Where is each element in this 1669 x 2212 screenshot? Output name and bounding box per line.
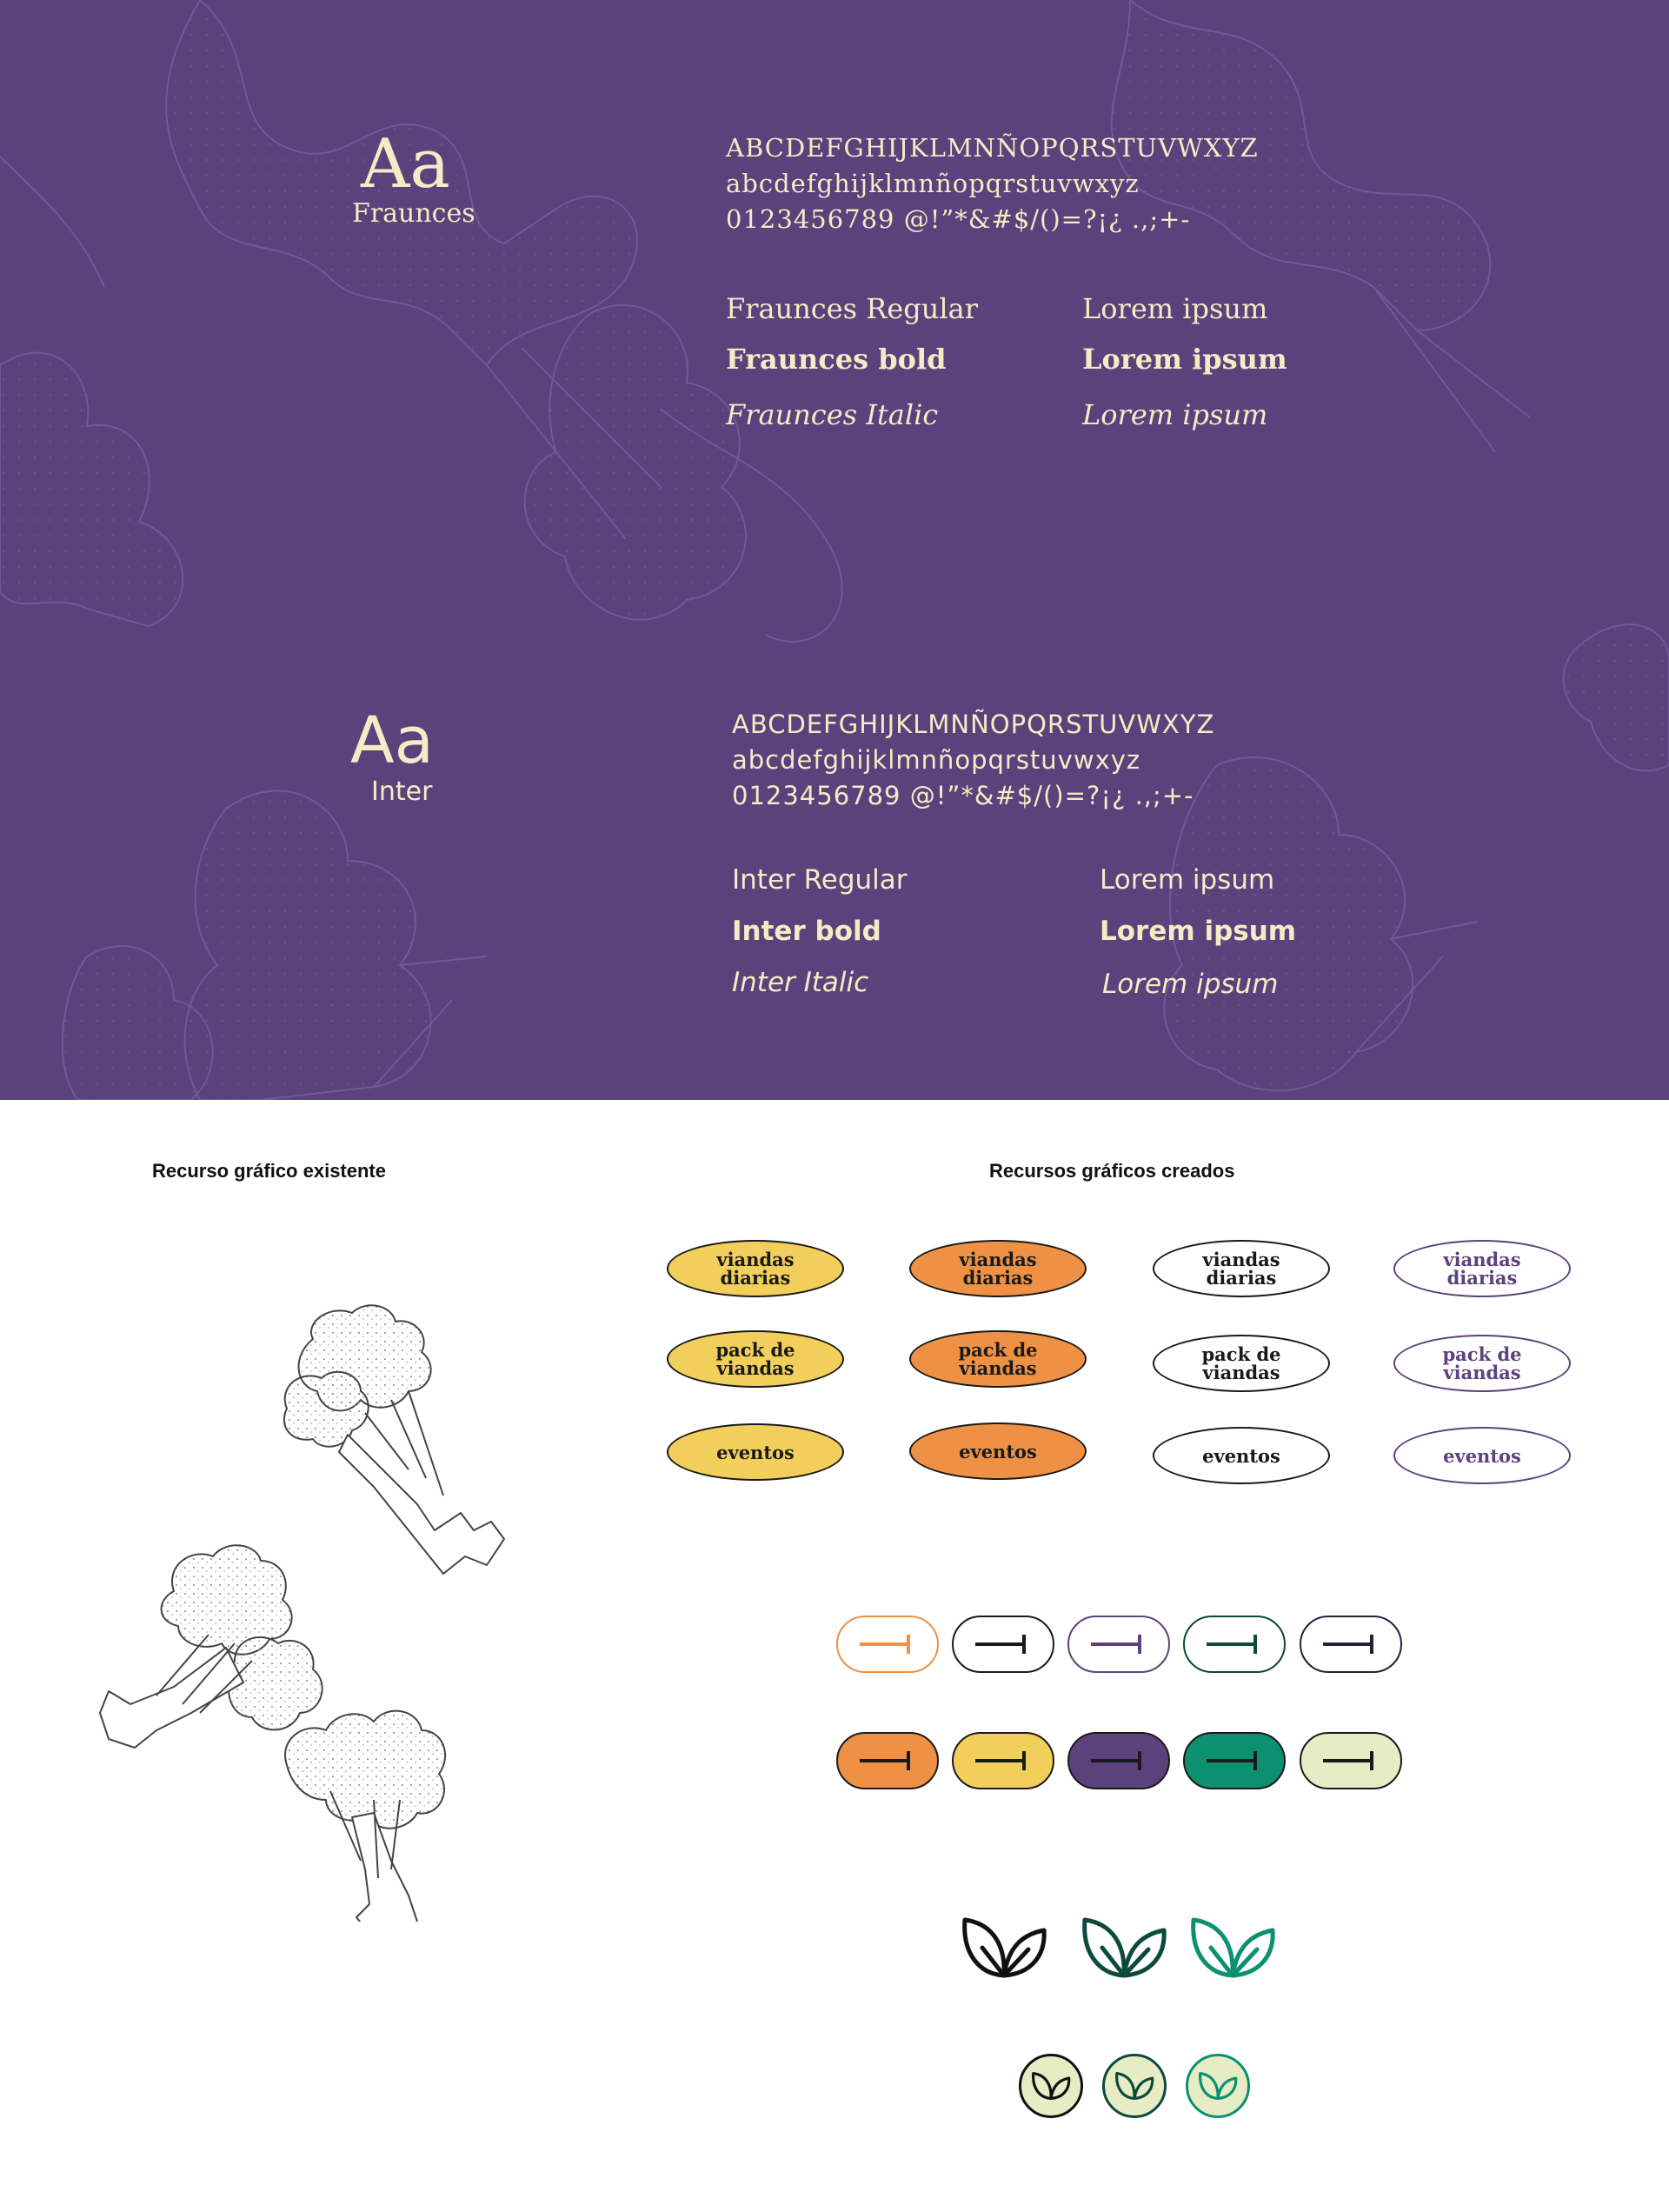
inter-uppercase: ABCDEFGHIJKLMNÑOPQRSTUVWXYZ	[732, 710, 1215, 739]
arrow-button-darkpurple-outline[interactable]	[1300, 1616, 1402, 1673]
fraunces-sample-glyph: Aa	[361, 125, 450, 203]
leaf-badge-dark-green	[1102, 2054, 1167, 2118]
pill-pack-de-viandas-yellow[interactable]	[667, 1330, 844, 1388]
pill-label-line1: pack de	[1442, 1343, 1522, 1365]
pill-pack-de-viandas-orange[interactable]	[909, 1330, 1087, 1388]
pill-label-line2: diarias	[720, 1267, 791, 1289]
pill-label: eventos	[959, 1440, 1037, 1462]
leaf-icon	[1114, 2070, 1154, 2102]
arrow-button-purple-outline[interactable]	[1067, 1616, 1170, 1673]
fraunces-bold-sample: Lorem ipsum	[1082, 343, 1287, 376]
fraunces-bold-name: Fraunces bold	[726, 343, 947, 376]
inter-regular-sample: Lorem ipsum	[1100, 864, 1275, 896]
arrow-right-icon	[1205, 1748, 1264, 1774]
pill-label: eventos	[716, 1441, 795, 1463]
pill-viandas-diarias-yellow[interactable]	[667, 1240, 844, 1297]
inter-italic-name: Inter Italic	[732, 967, 869, 998]
pill-label-line1: viandas	[1443, 1249, 1521, 1270]
arrow-button-orange-filled[interactable]	[836, 1732, 939, 1789]
arrow-button-dark-outline[interactable]	[952, 1616, 1054, 1673]
fraunces-italic-sample: Lorem ipsum	[1082, 398, 1268, 431]
arrow-right-icon	[974, 1631, 1033, 1657]
pill-label-line1: viandas	[1202, 1249, 1280, 1270]
pill-label-line2: viandas	[716, 1357, 795, 1379]
pill-label-line2: viandas	[1202, 1362, 1280, 1383]
typography-panel	[0, 0, 1669, 1100]
fraunces-uppercase: ABCDEFGHIJKLMNÑOPQRSTUVWXYZ	[726, 133, 1259, 163]
pill-label-line1: pack de	[958, 1339, 1038, 1361]
pill-eventos-orange[interactable]	[909, 1422, 1087, 1480]
leaf-badge-dark	[1019, 2054, 1083, 2118]
arrow-button-lightgreen-filled[interactable]	[1300, 1732, 1402, 1789]
inter-character-set	[732, 707, 1214, 814]
fraunces-character-set	[726, 130, 1259, 237]
inter-regular-name: Inter Regular	[732, 864, 908, 896]
inter-font-name: Inter	[371, 776, 433, 807]
existing-resource-heading: Recurso gráfico existente	[152, 1160, 386, 1182]
pill-pack-de-viandas-purple-outline[interactable]	[1393, 1335, 1571, 1392]
inter-italic-sample: Lorem ipsum	[1102, 969, 1279, 1000]
pill-eventos-yellow[interactable]	[667, 1423, 844, 1481]
fraunces-regular-sample: Lorem ipsum	[1082, 292, 1268, 325]
fraunces-regular-name: Fraunces Regular	[726, 292, 978, 325]
pill-viandas-diarias-purple-outline[interactable]	[1393, 1240, 1571, 1297]
pill-label-line1: pack de	[715, 1339, 795, 1361]
leaf-icon	[1081, 1913, 1167, 1982]
pill-label-line2: diarias	[1446, 1267, 1518, 1289]
pill-label-line2: viandas	[959, 1357, 1037, 1379]
leaf-icon	[1198, 2070, 1238, 2102]
inter-numbers-symbols: 0123456789 @!”*&#$/()=?¡¿ .,;+-	[732, 781, 1194, 810]
pill-label: eventos	[1202, 1444, 1280, 1467]
arrow-right-icon	[1089, 1748, 1148, 1774]
arrow-right-icon	[1205, 1631, 1264, 1657]
fraunces-italic-name: Fraunces Italic	[726, 398, 939, 431]
arrow-right-icon	[1089, 1631, 1148, 1657]
arrow-right-icon	[858, 1631, 917, 1657]
arrow-right-icon	[858, 1748, 917, 1774]
pill-viandas-diarias-outline[interactable]	[1153, 1240, 1330, 1297]
pill-label-line1: viandas	[959, 1249, 1037, 1270]
arrow-button-green-outline[interactable]	[1183, 1616, 1286, 1673]
leaf-icon	[961, 1913, 1047, 1982]
arrow-button-purple-filled[interactable]	[1067, 1732, 1170, 1789]
inter-sample-glyph: Aa	[350, 703, 434, 778]
inter-bold-name: Inter bold	[732, 916, 881, 947]
arrow-button-orange-outline[interactable]	[836, 1616, 939, 1673]
fraunces-lowercase: abcdefghijklmnñopqrstuvwxyz	[726, 169, 1140, 198]
fraunces-font-name: Fraunces	[352, 198, 475, 229]
leaf-icon	[1031, 2070, 1071, 2102]
arrow-right-icon	[1321, 1631, 1380, 1657]
pill-eventos-outline[interactable]	[1153, 1427, 1330, 1484]
pill-pack-de-viandas-outline[interactable]	[1153, 1335, 1330, 1392]
pill-eventos-purple-outline[interactable]	[1393, 1427, 1571, 1484]
leaf-badge-green	[1186, 2054, 1250, 2118]
pill-label: eventos	[1443, 1444, 1521, 1467]
inter-lowercase: abcdefghijklmnñopqrstuvwxyz	[732, 745, 1141, 775]
leaf-icon	[1189, 1913, 1276, 1982]
pill-label-line2: viandas	[1443, 1362, 1521, 1383]
arrow-right-icon	[1321, 1748, 1380, 1774]
inter-bold-sample: Lorem ipsum	[1100, 916, 1297, 947]
arrow-button-yellow-filled[interactable]	[952, 1732, 1054, 1789]
pill-label-line1: pack de	[1201, 1343, 1281, 1365]
fraunces-numbers-symbols: 0123456789 @!”*&#$/()=?¡¿ .,;+-	[726, 204, 1191, 234]
broccoli-illustration	[78, 1287, 530, 1922]
pill-label-line1: viandas	[716, 1249, 795, 1270]
pill-label-line2: diarias	[1206, 1267, 1277, 1289]
created-resources-heading: Recursos gráficos creados	[989, 1160, 1235, 1182]
arrow-button-green-filled[interactable]	[1183, 1732, 1286, 1789]
arrow-right-icon	[974, 1748, 1033, 1774]
pill-label-line2: diarias	[962, 1267, 1034, 1289]
pill-viandas-diarias-orange[interactable]	[909, 1240, 1087, 1297]
